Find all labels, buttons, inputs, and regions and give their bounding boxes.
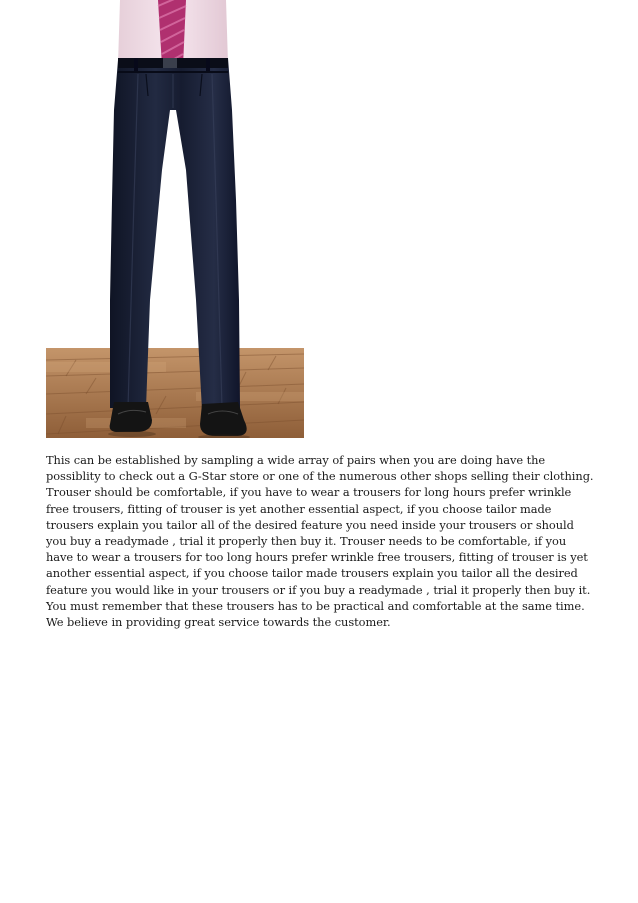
trousers-photo	[46, 0, 304, 438]
left-shoe	[110, 402, 152, 432]
article-paragraph: This can be established by sampling a wide array of pairs when you are doing have the possiblity to check out a G-Star store or one of the numerous other shops selling their clothing. Trouser should be comfortable, if you have to wear a trousers for long hours prefer wrinkle free trousers, fitting of trouser is yet another essential aspect, if you choose tailor made trousers explain you tailor all of the desired feature you need inside your trousers or should you buy a readymade , trial it properly then buy it. Trouser needs to be comfortable, if you have to wear a trousers for too long hours prefer wrinkle free trousers, fitting of trouser is yet another essential aspect, if you choose tailor made trousers explain you tailor all the desired feature you would like in your trousers or if you buy a readymade , trial it properly then buy it. You must remember that these trousers has to be practical and comfortable at the same time. We believe in providing great service towards the customer.	[46, 453, 594, 630]
trousers-photo-illustration	[46, 0, 304, 438]
tie	[158, 0, 186, 66]
right-shoe	[200, 402, 247, 436]
